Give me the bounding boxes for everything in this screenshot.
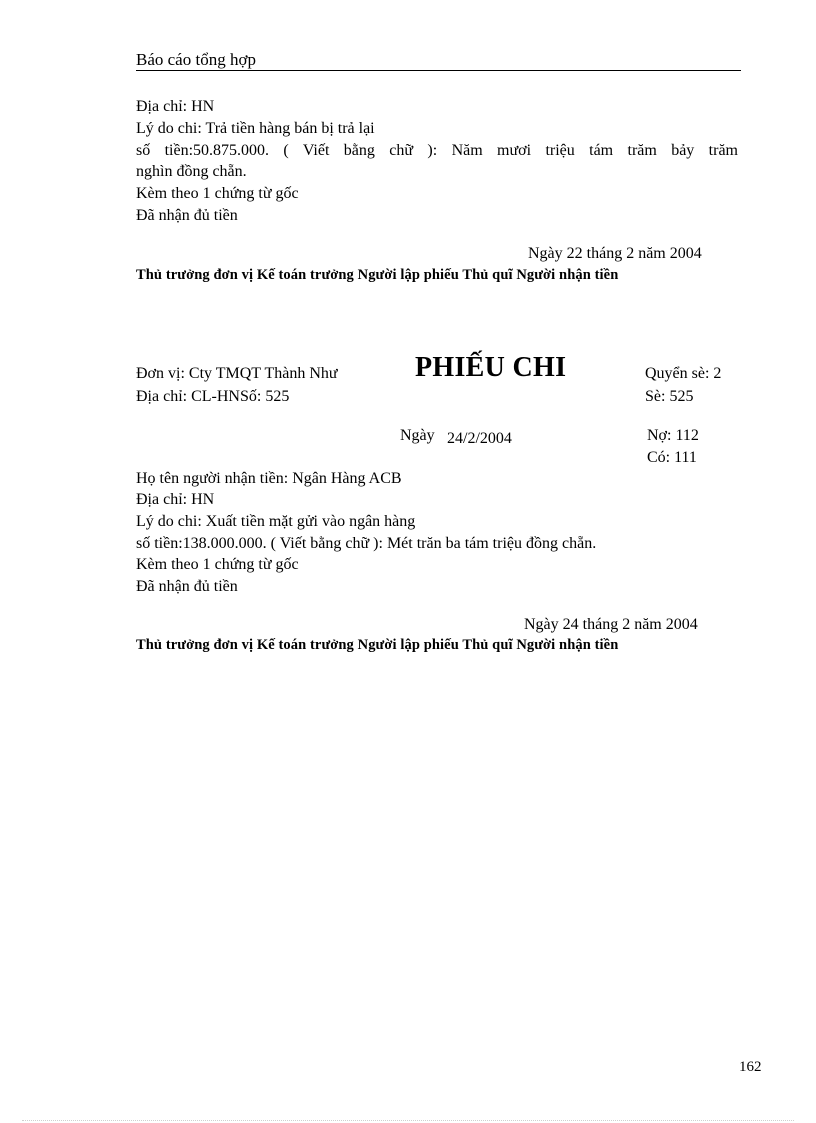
amount-line: số tiền:50.875.000. ( Viết bằng chữ ): Năm mươi triệu tám trăm bảy trăm [136,142,738,159]
reason-line: Lý do chi: Trả tiền hàng bán bị trả lại [136,120,375,137]
debit-account: Nợ: 112 [647,427,699,444]
unit-line: Đơn vị: Cty TMQT Thành Như [136,365,338,382]
voucher-title: PHIẾU CHI [415,352,567,383]
voucher-sign-date: Ngày 24 tháng 2 năm 2004 [524,616,698,633]
voucher-number: Sè: 525 [645,388,694,405]
received-line: Đã nhận đủ tiền [136,207,238,224]
report-header-title: Báo cáo tổng hợp [136,50,256,69]
date-value: 24/2/2004 [447,430,512,447]
voucher-received-line: Đã nhận đủ tiền [136,578,238,595]
signature-roles: Thủ trưởng đơn vị Kế toán trưởng Người lập phiếu Thủ quĩ Người nhận tiền [136,267,619,283]
address-line: Địa chỉ: HN [136,98,215,115]
book-number: Quyển sè: 2 [645,365,722,382]
header-divider [136,70,741,71]
voucher-address-line: Địa chỉ: CL-HNSố: 525 [136,388,290,405]
recipient-line: Họ tên người nhận tiền: Ngân Hàng ACB [136,470,402,487]
page-number: 162 [739,1059,762,1075]
voucher-date: Ngày 22 tháng 2 năm 2004 [528,245,702,262]
voucher-attachments-line: Kèm theo 1 chứng từ gốc [136,556,299,573]
credit-account: Có: 111 [647,449,697,466]
date-label: Ngày [400,427,435,444]
recipient-address-line: Địa chỉ: HN [136,491,215,508]
attachments-line: Kèm theo 1 chứng từ gốc [136,185,299,202]
page-bottom-divider [22,1120,794,1121]
voucher-reason-line: Lý do chi: Xuất tiền mặt gửi vào ngân hàng [136,513,416,530]
voucher-amount-line: số tiền:138.000.000. ( Viết bằng chữ ): Mét trăn ba tám triệu đồng chẵn. [136,535,597,552]
amount-line-continued: nghìn đồng chẵn. [136,163,247,180]
voucher-signature-roles: Thủ trưởng đơn vị Kế toán trưởng Người lập phiếu Thủ quĩ Người nhận tiền [136,637,619,653]
